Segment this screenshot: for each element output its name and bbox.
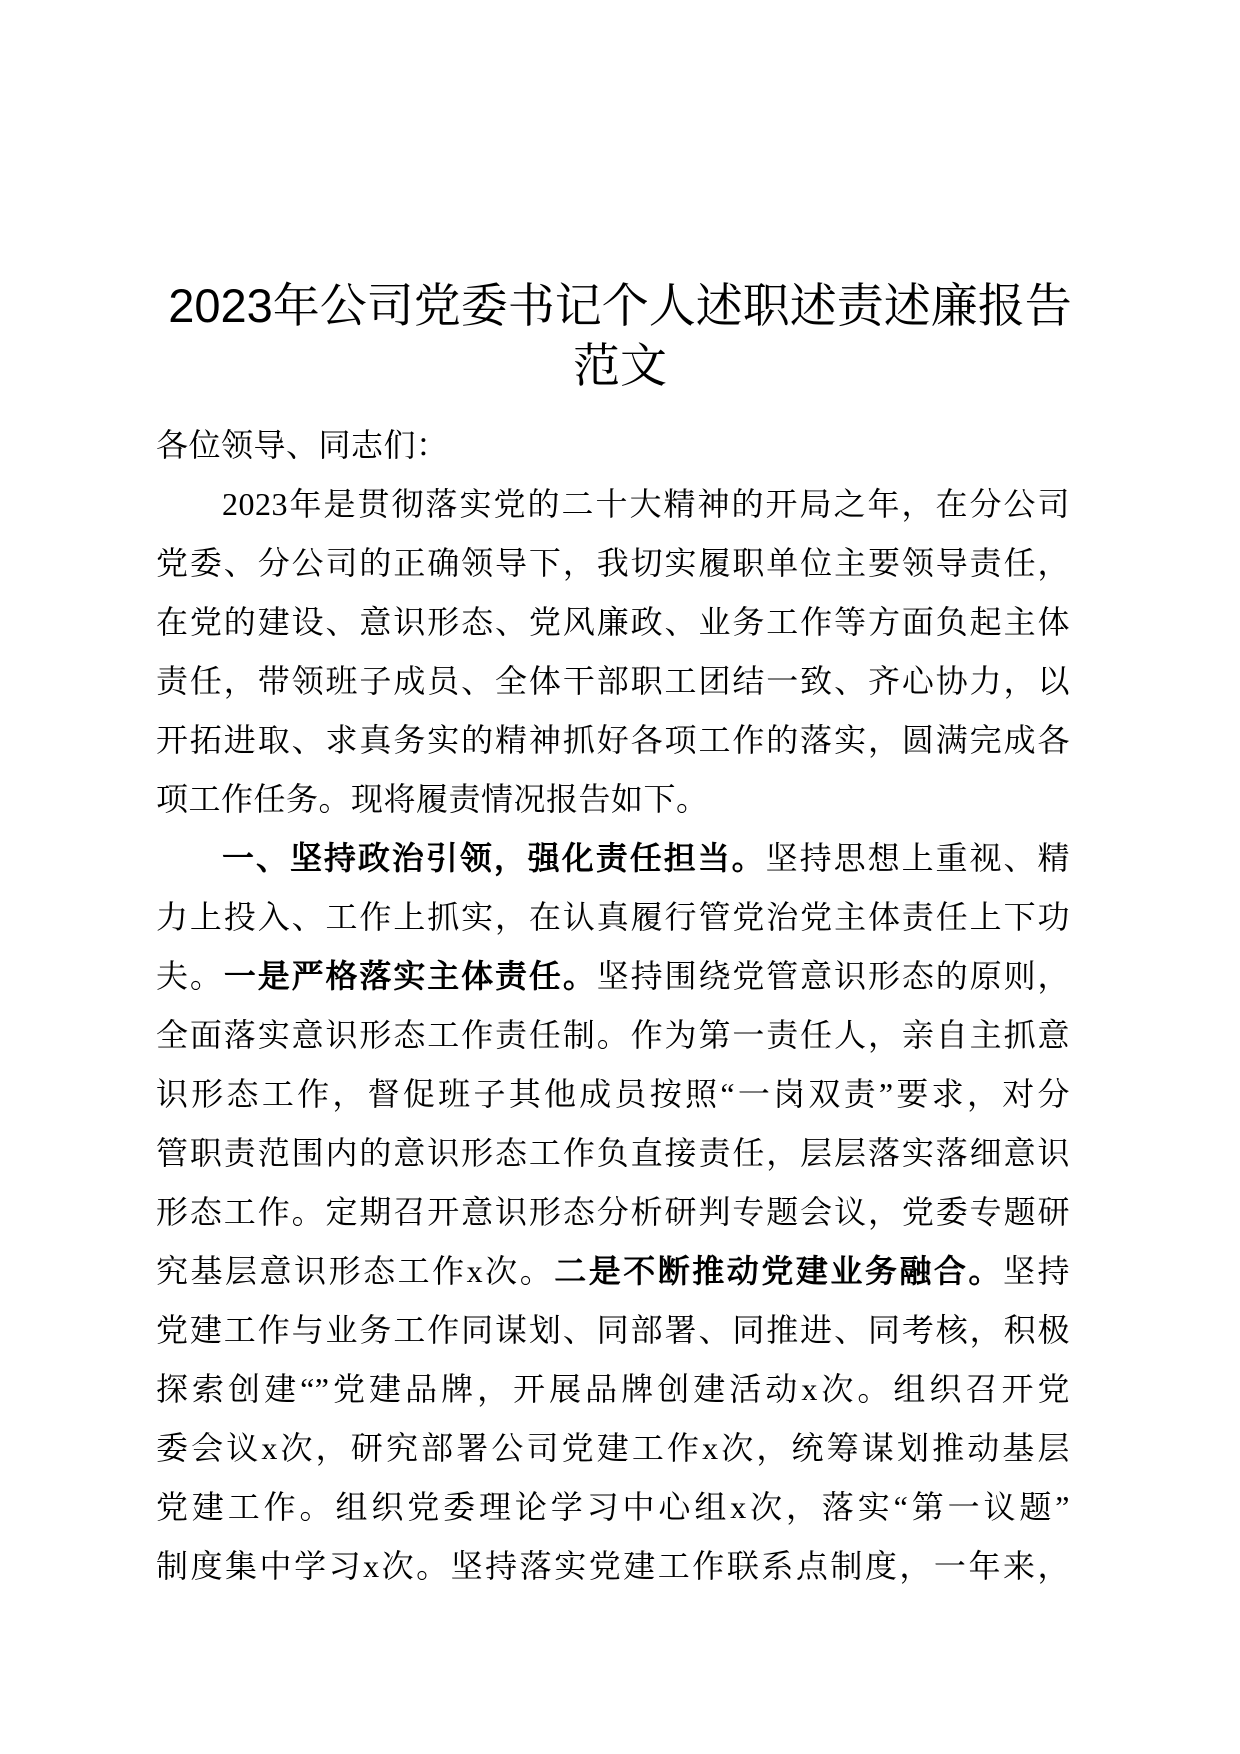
document-body bbox=[156, 416, 1070, 1596]
body-text: 识形态工作，督促班子其他成员按照“一岗双责”要求，对分 bbox=[156, 1076, 1070, 1112]
body-text: 坚持围绕党管意识形态的原则， bbox=[596, 958, 1070, 994]
body-text: 项工作任务。现将履责情况报告如下。 bbox=[156, 781, 709, 817]
text-line bbox=[156, 1006, 1070, 1065]
bold-heading-text: 一、坚持政治引领，强化责任担当。 bbox=[222, 840, 766, 876]
text-line bbox=[156, 1242, 1070, 1301]
body-text: 全面落实意识形态工作责任制。作为第一责任人，亲自主抓意 bbox=[156, 1017, 1070, 1053]
text-line bbox=[156, 770, 1070, 829]
text-line bbox=[156, 1183, 1070, 1242]
bold-heading-text: 一是严格落实主体责任。 bbox=[223, 958, 597, 994]
text-line bbox=[156, 947, 1070, 1006]
text-line bbox=[156, 1301, 1070, 1360]
body-text: 管职责范围内的意识形态工作负直接责任，层层落实落细意识 bbox=[156, 1135, 1070, 1171]
body-text: 各位领导、同志们： bbox=[156, 427, 449, 463]
text-line bbox=[156, 1360, 1070, 1419]
body-text: 2023年是贯彻落实党的二十大精神的开局之年，在分公司 bbox=[222, 486, 1070, 522]
body-text: 探索创建“”党建品牌，开展品牌创建活动x次。组织召开党 bbox=[156, 1371, 1070, 1407]
body-text: 坚持 bbox=[1002, 1253, 1070, 1289]
text-line bbox=[156, 593, 1070, 652]
body-text: 党建工作。组织党委理论学习中心组x次，落实“第一议题” bbox=[156, 1489, 1070, 1525]
text-line bbox=[156, 652, 1070, 711]
text-line bbox=[156, 475, 1070, 534]
body-text: 党建工作与业务工作同谋划、同部署、同推进、同考核，积极 bbox=[156, 1312, 1070, 1348]
body-text: 党委、分公司的正确领导下，我切实履职单位主要领导责任， bbox=[156, 545, 1070, 581]
body-text: 开拓进取、求真务实的精神抓好各项工作的落实，圆满完成各 bbox=[156, 722, 1070, 758]
body-text: 在党的建设、意识形态、党风廉政、业务工作等方面负起主体 bbox=[156, 604, 1070, 640]
body-text: 责任，带领班子成员、全体干部职工团结一致、齐心协力，以 bbox=[156, 663, 1070, 699]
text-line bbox=[156, 1124, 1070, 1183]
text-line bbox=[156, 1537, 1070, 1596]
text-line bbox=[156, 534, 1070, 593]
text-line bbox=[156, 1419, 1070, 1478]
body-text: 形态工作。定期召开意识形态分析研判专题会议，党委专题研 bbox=[156, 1194, 1070, 1230]
text-line bbox=[156, 829, 1070, 888]
body-text: 制度集中学习x次。坚持落实党建工作联系点制度，一年来， bbox=[156, 1548, 1070, 1584]
bold-heading-text: 二是不断推动党建业务融合。 bbox=[554, 1253, 1003, 1289]
text-line bbox=[156, 888, 1070, 947]
document-title: 2023年公司党委书记个人述职述责述廉报告 bbox=[168, 279, 1072, 332]
body-text: 委会议x次，研究部署公司党建工作x次，统筹谋划推动基层 bbox=[156, 1430, 1070, 1466]
text-line bbox=[156, 1478, 1070, 1537]
body-text: 究基层意识形态工作x次。 bbox=[156, 1253, 555, 1289]
document-title-continued: 范文 bbox=[573, 339, 667, 392]
body-text: 坚持思想上重视、精 bbox=[765, 840, 1070, 876]
text-line bbox=[156, 1065, 1070, 1124]
body-text: 力上投入、工作上抓实，在认真履行管党治党主体责任上下功 bbox=[156, 899, 1070, 935]
text-line bbox=[156, 711, 1070, 770]
text-line bbox=[156, 416, 1070, 475]
body-text: 夫。 bbox=[156, 958, 224, 994]
